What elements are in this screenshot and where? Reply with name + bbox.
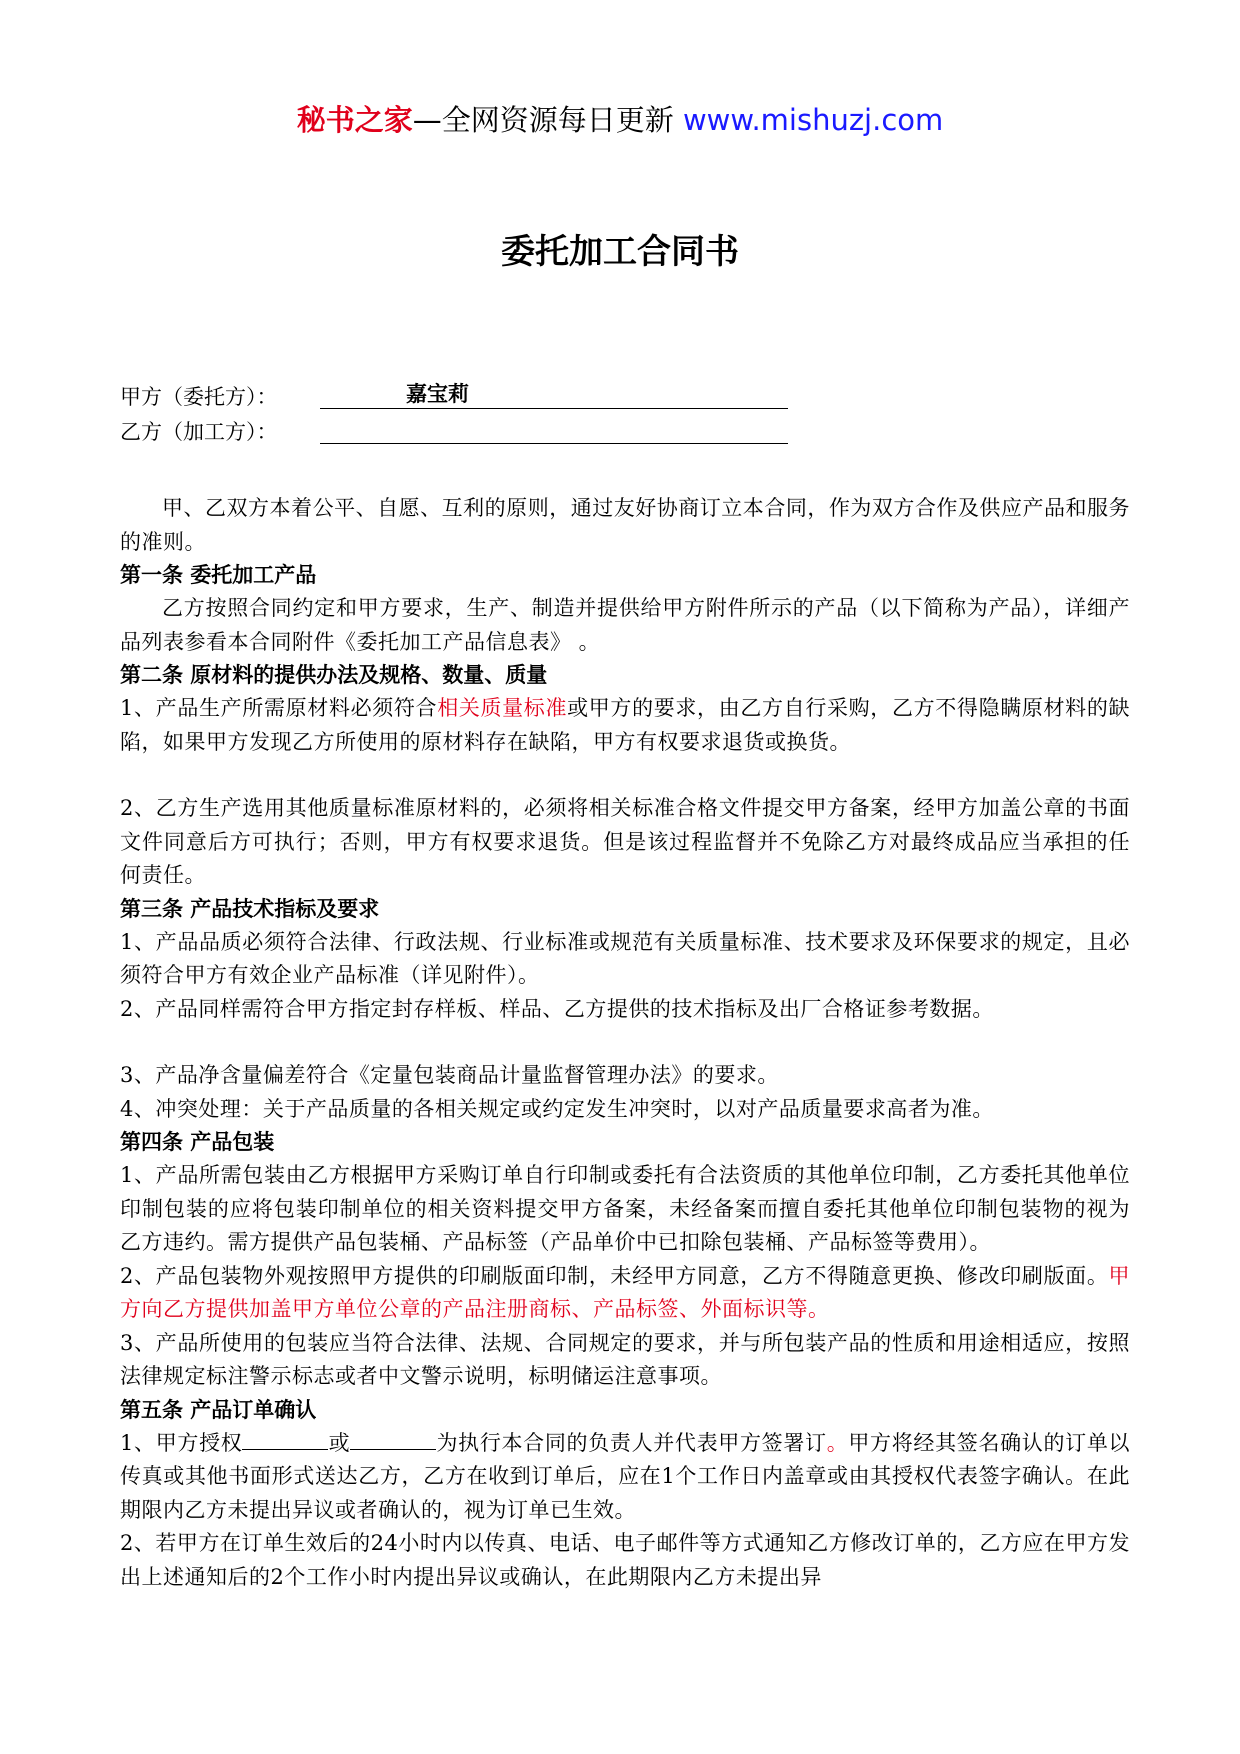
article-2-item-1 [120, 692, 1130, 759]
article-3-item-4: 4、冲突处理：关于产品质量的各相关规定或约定发生冲突时，以对产品质量要求高者为准。 [120, 1096, 994, 1121]
header-banner [0, 100, 1240, 140]
intro-paragraph: 甲、乙双方本着公平、自愿、互利的原则，通过友好协商订立本合同，作为双方合作及供应产品和服务的准则。 [120, 496, 1130, 554]
spacer [120, 759, 1130, 792]
spacer [120, 450, 1130, 492]
party-b-label: 乙方（加工方）： [120, 420, 278, 444]
article-4-item-2 [120, 1260, 1130, 1327]
header-slogan: —全网资源每日更新 [412, 103, 674, 137]
article-2-heading: 第二条 原材料的提供办法及规格、数量、质量 [120, 663, 548, 687]
contract-body [120, 380, 1130, 1594]
party-a-value: 嘉宝莉 [406, 382, 469, 406]
document-title: 委托加工合同书 [501, 232, 739, 272]
article-1-text: 乙方按照合同约定和甲方要求，生产、制造并提供给甲方附件所示的产品（以下简称为产品），详细产品列表参看本合同附件《委托加工产品信息表》 。 [120, 596, 1130, 654]
text-run: 1、产品生产所需原材料必须符合 [120, 696, 438, 720]
party-a-row [120, 380, 1130, 415]
article-3-item-1: 1、产品品质必须符合法律、行政法规、行业标准或规范有关质量标准、技术要求及环保要求的规定，且必须符合甲方有效企业产品标准（详见附件）。 [120, 929, 1130, 987]
party-a-label: 甲方（委托方）： [120, 385, 278, 409]
article-2-item-2: 2、乙方生产选用其他质量标准原材料的，必须将相关标准合格文件提交甲方备案，经甲方加盖公章的书面文件同意后方可执行；否则，甲方有权要求退货。但是该过程监督并不免除乙方对最终成品应当承担的任何责任。 [120, 796, 1130, 887]
spacer [120, 1026, 1130, 1059]
article-4-item-1: 1、产品所需包装由乙方根据甲方采购订单自行印制或委托有合法资质的其他单位印制，乙方委托其他单位印制包装的应将包装印制单位的相关资料提交甲方备案，未经备案而擅自委托其他单位印制包装物的视为乙方违约。需方提供产品包装桶、产品标签（产品单价中已扣除包装桶、产品标签等费用）。 [120, 1163, 1130, 1254]
text-run: 甲方将经其签名确认的订单以传真或其他书面形式送达乙方，乙方在收到订单后，应在1个工作日内盖章或由其授权代表签字确认。在此期限内乙方未提出异议或者确认的，视为订单已生效。 [120, 1430, 1131, 1522]
party-a-field [320, 380, 788, 409]
blank-line [350, 1427, 436, 1450]
highlighted-text: 相关质量标准 [437, 696, 568, 720]
highlighted-text: 。 [826, 1430, 849, 1455]
article-5-heading: 第五条 产品订单确认 [120, 1397, 317, 1422]
article-3-item-2: 2、产品同样需符合甲方指定封存样板、样品、乙方提供的技术指标及出厂合格证参考数据。 [120, 996, 994, 1021]
highlighted-text: 甲方向乙方提供加盖甲方单位公章的产品注册商标、产品标签、外面标识等。 [120, 1263, 1130, 1321]
article-3-heading: 第三条 产品技术指标及要求 [120, 896, 380, 921]
blank-line [242, 1427, 328, 1450]
party-b-value [320, 417, 406, 441]
brand-name: 秘书之家 [296, 103, 413, 137]
website-link[interactable]: www.mishuzj.com [682, 103, 944, 137]
article-4-item-3: 3、产品所使用的包装应当符合法律、法规、合同规定的要求，并与所包装产品的性质和用途相适应，按照法律规定标注警示标志或者中文警示说明，标明储运注意事项。 [120, 1330, 1130, 1388]
article-5-item-2: 2、若甲方在订单生效后的24小时内以传真、电话、电子邮件等方式通知乙方修改订单的，乙方应在甲方发出上述通知后的2个工作小时内提出异议或确认，在此期限内乙方未提出异 [120, 1531, 1130, 1589]
text-run: 或甲方的要求，由乙方自行采购，乙方不得隐瞒原材料的缺陷，如果甲方发现乙方所使用的原材料存在缺陷，甲方有权要求退货或换货。 [120, 696, 1130, 754]
article-4-heading: 第四条 产品包装 [120, 1130, 275, 1154]
text-run: 1、甲方授权 [120, 1430, 243, 1455]
party-b-row [120, 415, 1130, 450]
text-run: 或 [328, 1430, 351, 1455]
text-run: 2、产品包装物外观按照甲方提供的印刷版面印制，未经甲方同意，乙方不得随意更换、修改印刷版面。 [120, 1263, 1109, 1288]
article-1-heading: 第一条 委托加工产品 [120, 563, 317, 587]
text-run: 为执行本合同的负责人并代表甲方签署订 [436, 1430, 827, 1455]
article-3-item-3: 3、产品净含量偏差符合《定量包装商品计量监督管理办法》的要求。 [120, 1063, 779, 1087]
party-b-field [320, 415, 788, 444]
article-5-item-1 [120, 1427, 1130, 1528]
